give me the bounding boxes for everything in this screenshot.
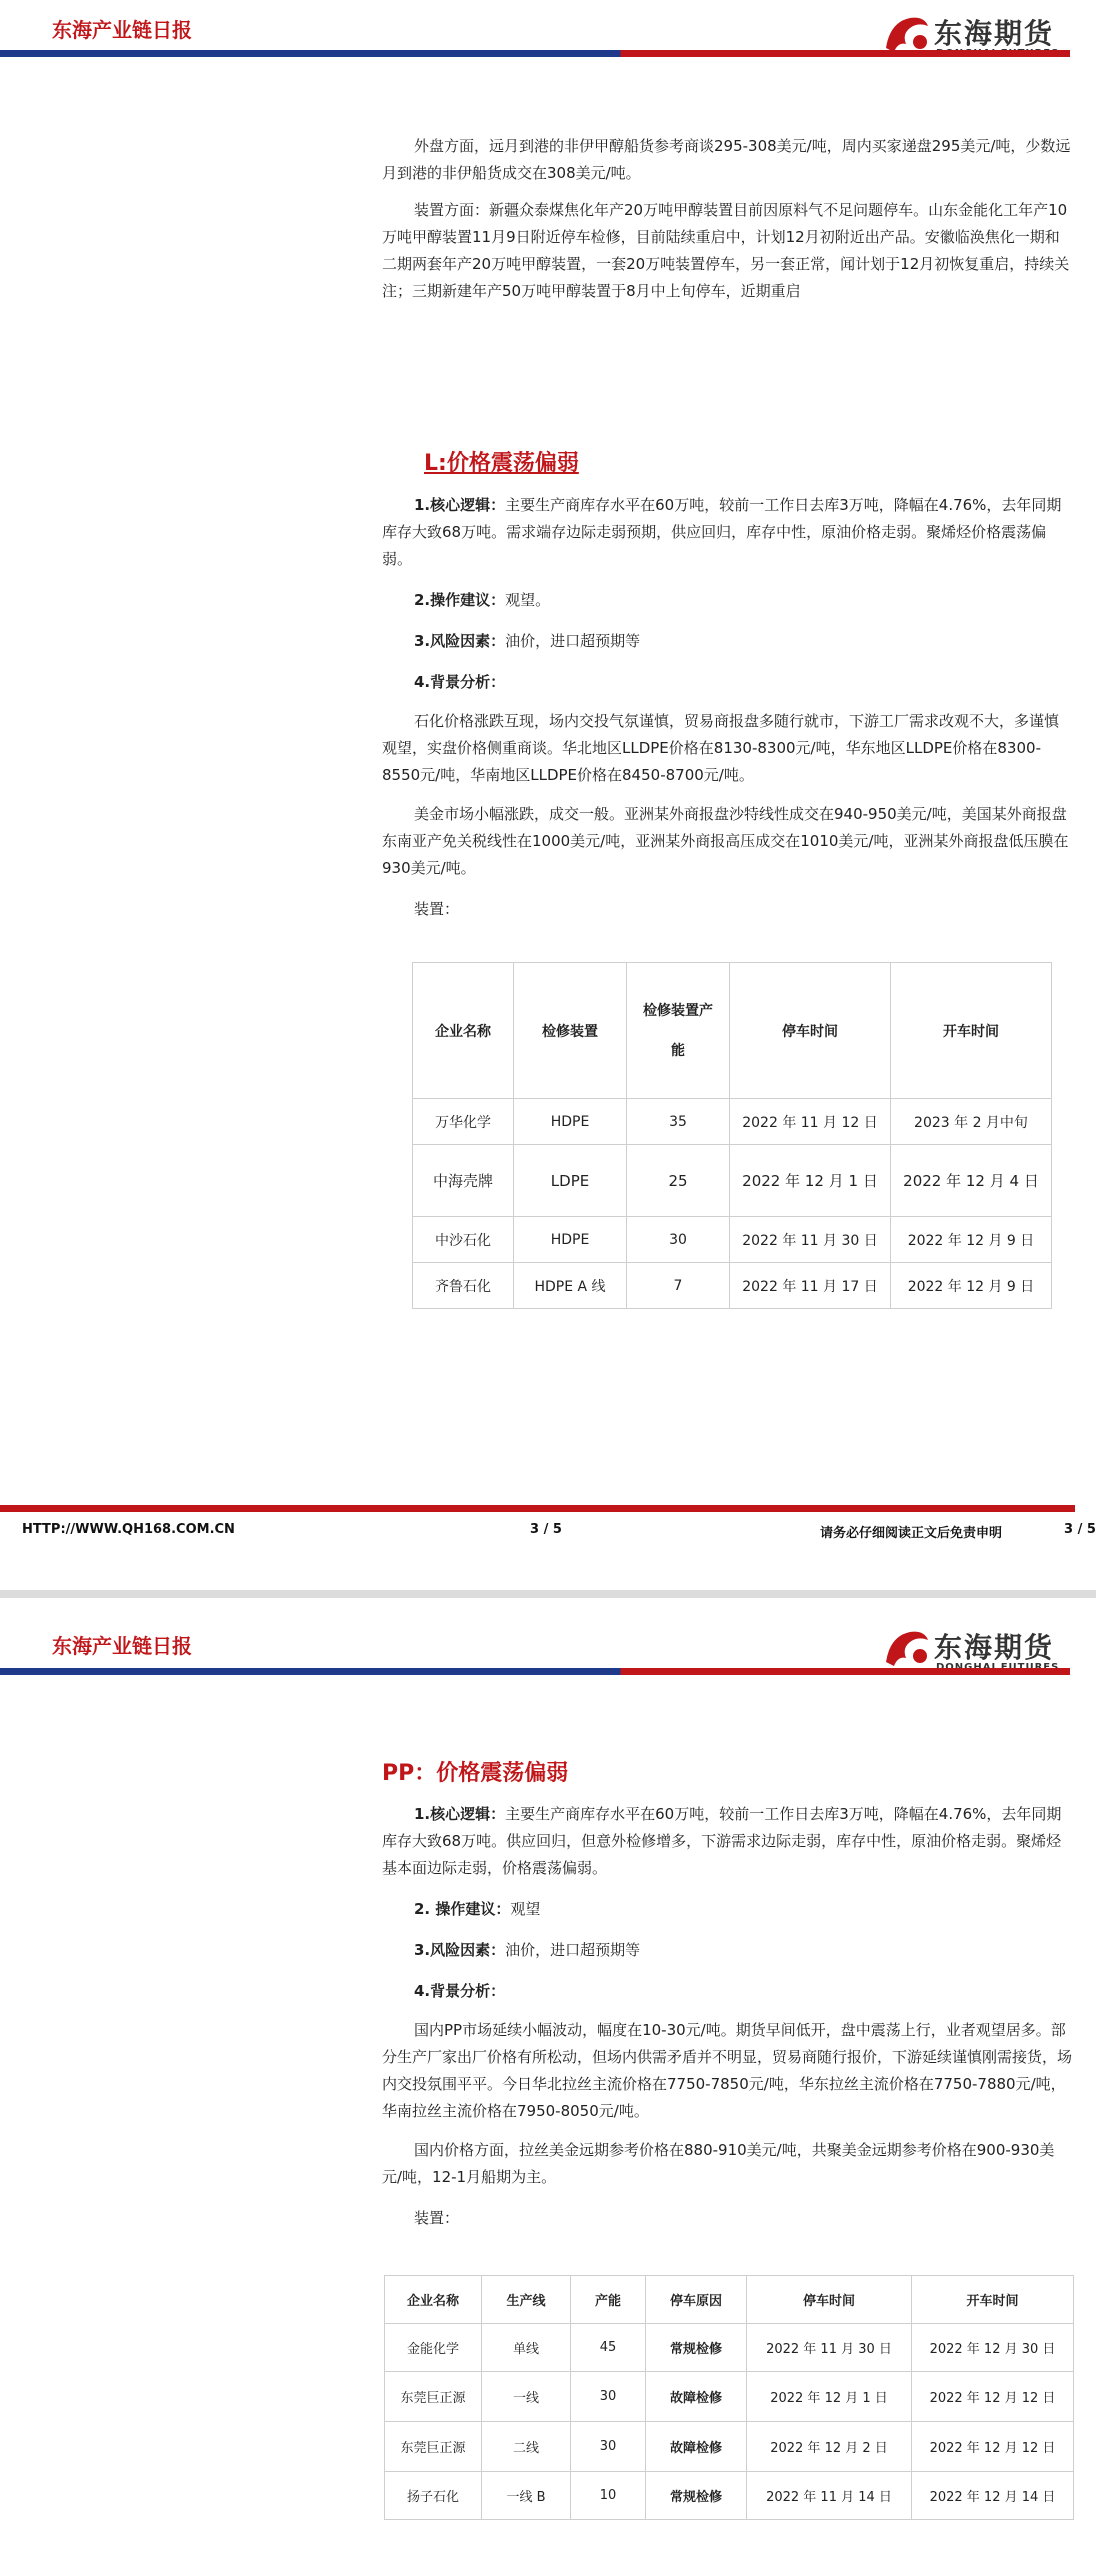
footer-page-number: 3 / 5 [530,1522,562,1537]
table-cell: 单线 [482,2324,571,2372]
table-header-row [413,963,1052,1099]
table-header-cell: 检修装置产能 [627,963,730,1099]
header-divider [0,1668,1070,1675]
table-row [385,2324,1074,2372]
table-cell: 2023 年 2 月中旬 [891,1099,1052,1145]
paragraph: 国内价格方面，拉丝美金远期参考价格在880-910美元/吨，共聚美金远期参考价格在900-930美元/吨，12-1月船期为主。 [382,2141,1055,2186]
table-header-cell: 企业名称 [385,2276,482,2324]
table-cell: 2022 年 12 月 1 日 [747,2372,912,2422]
table-cell: 25 [627,1145,730,1217]
footer-page-number-right: 3 / 5 [1064,1522,1096,1537]
logo-chinese-text: 东海期货 [934,17,1055,50]
paragraph: 外盘方面，远月到港的非伊甲醇船货参考商谈295-308美元/吨，周内买家递盘295美元/吨，少数远月到港的非伊船货成交在308美元/吨。 [382,137,1071,182]
table-header-row [385,2276,1074,2324]
table-cell: 一线 B [482,2472,571,2520]
table-cell: 二线 [482,2422,571,2472]
table-cell: 7 [627,1263,730,1309]
core-logic-text: 主要生产商库存水平在60万吨，较前一工作日去库3万吨，降幅在4.76%，去年同期库存大致68万吨。供应回归，但意外检修增多，下游需求边际走弱，库存中性，原油价格走弱。聚烯烃基本面边际走弱，价格震荡偏弱。 [382,1805,1062,1877]
table-cell: 45 [571,2324,646,2372]
footer-url-link[interactable]: HTTP://WWW.QH168.COM.CN [22,1522,235,1537]
table-cell: 2022 年 11 月 17 日 [730,1263,891,1309]
table-header-cell: 开车时间 [912,2276,1074,2324]
table-cell: 齐鲁石化 [413,1263,514,1309]
footer-disclaimer: 请务必仔细阅读正文后免责申明 [820,1526,1003,1541]
risk-label: 3.风险因素： [414,632,506,650]
table-cell: 2022 年 11 月 30 日 [747,2324,912,2372]
table-row [413,1217,1052,1263]
table-cell: HDPE [514,1099,627,1145]
device-label: 装置： [414,2209,460,2227]
operation-text: 观望。 [505,591,551,609]
footer-divider [0,1505,1075,1512]
table-cell: 金能化学 [385,2324,482,2372]
risk-label: 3.风险因素： [414,1941,506,1959]
pp-section-title: PP：价格震荡偏弱 [382,1761,569,1786]
table-row [413,1099,1052,1145]
paragraph: 石化价格涨跌互现，场内交投气氛谨慎，贸易商报盘多随行就市，下游工厂需求改观不大，多谨慎观望，实盘价格侧重商谈。华北地区LLDPE价格在8130-8300元/吨，华东地区LLDPE价格在8300-8550元/吨，华南地区LLDPE价格在8450-8700元/吨。 [382,712,1060,784]
table-cell: 35 [627,1099,730,1145]
table-cell: 万华化学 [413,1099,514,1145]
table-cell: 2022 年 12 月 14 日 [912,2472,1074,2520]
paragraph: 国内PP市场延续小幅波动，幅度在10-30元/吨。期货早间低开，盘中震荡上行，业者观望居多。部分生产厂家出厂价格有所松动，但场内供需矛盾并不明显，贸易商随行报价，下游延续谨慎刚需接货，场内交投氛围平平。今日华北拉丝主流价格在7750-7850元/吨，华东拉丝主流价格在7750-7880元/吨，华南拉丝主流价格在7950-8050元/吨。 [382,2021,1073,2120]
table-cell: 常规检修 [646,2324,747,2372]
table-cell: 30 [571,2422,646,2472]
table-cell: 东莞巨正源 [385,2422,482,2472]
header-divider [0,50,1070,57]
background-label: 4.背景分析： [414,1982,506,2000]
l-section-body [382,492,1072,923]
l-section-title: L:价格震荡偏弱 [424,451,579,476]
table-cell: 2022 年 12 月 9 日 [891,1263,1052,1309]
table-header-cell: 企业名称 [413,963,514,1099]
table-cell: 2022 年 12 月 1 日 [730,1145,891,1217]
table-cell: 中海壳牌 [413,1145,514,1217]
core-logic-label: 1.核心逻辑： [414,496,506,514]
device-label: 装置： [414,900,460,918]
risk-text: 油价，进口超预期等 [505,1941,641,1959]
table-header-cell: 生产线 [482,2276,571,2324]
table-cell: 10 [571,2472,646,2520]
table-header-cell: 产能 [571,2276,646,2324]
table-row [413,1263,1052,1309]
table-cell: 2022 年 11 月 30 日 [730,1217,891,1263]
table-row [413,1145,1052,1217]
report-header-title: 东海产业链日报 [52,18,192,42]
table-cell: 中沙石化 [413,1217,514,1263]
table-cell: 故障检修 [646,2372,747,2422]
table-cell: 故障检修 [646,2422,747,2472]
paragraph: 装置方面：新疆众泰煤焦化年产20万吨甲醇装置目前因原料气不足问题停车。山东金能化工年产10万吨甲醇装置11月9日附近停车检修，目前陆续重启中，计划12月初附近出产品。安徽临涣焦化一期和二期两套年产20万吨甲醇装置，一套20万吨装置停车，另一套正常，闻计划于12月初恢复重启，持续关注；三期新建年产50万吨甲醇装置于8月中上旬停车，近期重启 [382,201,1070,300]
table-cell: HDPE A 线 [514,1263,627,1309]
table-cell: 30 [571,2372,646,2422]
operation-label: 2. 操作建议： [414,1900,511,1918]
table-cell: LDPE [514,1145,627,1217]
table-cell: 2022 年 12 月 9 日 [891,1217,1052,1263]
table-header-cell: 停车时间 [747,2276,912,2324]
table-cell: HDPE [514,1217,627,1263]
donghai-emblem-icon [880,1622,932,1674]
table-cell: 东莞巨正源 [385,2372,482,2422]
background-label: 4.背景分析： [414,673,506,691]
l-maintenance-table [412,962,1052,1309]
table-cell: 一线 [482,2372,571,2422]
table-header-cell: 停车原因 [646,2276,747,2324]
table-cell: 2022 年 12 月 12 日 [912,2422,1074,2472]
report-page-4 [0,1598,1096,2549]
core-logic-label: 1.核心逻辑： [414,1805,506,1823]
operation-label: 2.操作建议： [414,591,506,609]
table-cell: 扬子石化 [385,2472,482,2520]
methanol-section [382,133,1072,305]
core-logic-text: 主要生产商库存水平在60万吨，较前一工作日去库3万吨，降幅在4.76%，去年同期库存大致68万吨。需求端存边际走弱预期，供应回归，库存中性，原油价格走弱。聚烯烃价格震荡偏弱。 [382,496,1062,568]
table-cell: 2022 年 11 月 12 日 [730,1099,891,1145]
pp-maintenance-table [384,2275,1074,2520]
table-cell: 2022 年 12 月 4 日 [891,1145,1052,1217]
table-cell: 常规检修 [646,2472,747,2520]
table-header-cell: 检修装置 [514,963,627,1099]
table-header-cell: 开车时间 [891,963,1052,1099]
paragraph: 美金市场小幅涨跌，成交一般。亚洲某外商报盘沙特线性成交在940-950美元/吨，美国某外商报盘东南亚产免关税线性在1000美元/吨，亚洲某外商报高压成交在1010美元/吨，亚洲某外商报盘低压膜在930美元/吨。 [382,805,1069,877]
table-cell: 2022 年 12 月 12 日 [912,2372,1074,2422]
table-row [385,2422,1074,2472]
operation-text: 观望 [510,1900,541,1918]
table-cell: 2022 年 12 月 30 日 [912,2324,1074,2372]
table-header-cell: 停车时间 [730,963,891,1099]
report-header-title: 东海产业链日报 [52,1634,192,1658]
risk-text: 油价，进口超预期等 [505,632,641,650]
table-cell: 2022 年 12 月 2 日 [747,2422,912,2472]
table-cell: 30 [627,1217,730,1263]
table-row [385,2472,1074,2520]
pp-section-body [382,1801,1072,2232]
table-cell: 2022 年 11 月 14 日 [747,2472,912,2520]
table-row [385,2372,1074,2422]
logo-chinese-text: 东海期货 [934,1631,1055,1664]
